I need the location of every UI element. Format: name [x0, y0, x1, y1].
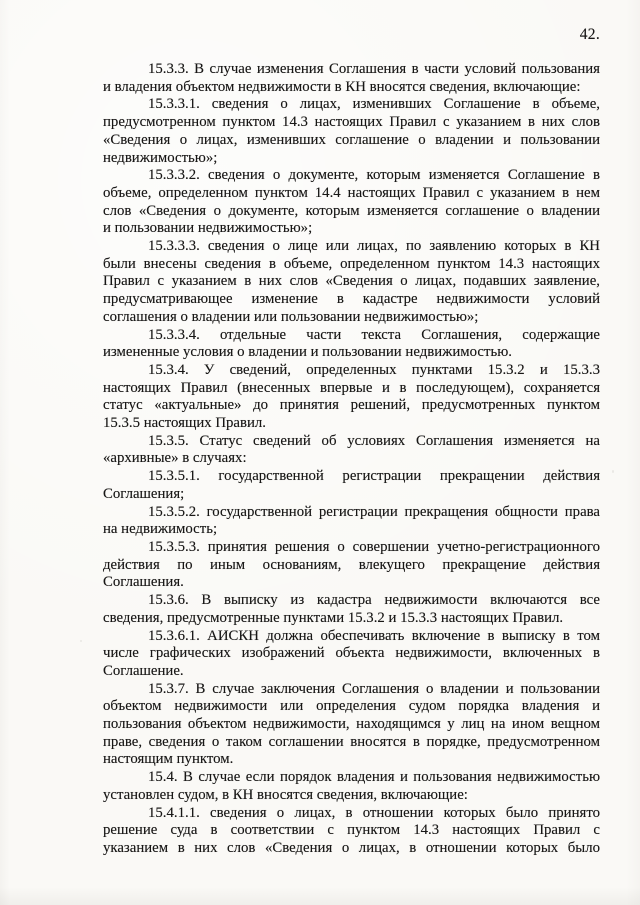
text-line: статус «актуальные» до принятия решений, предусмотренных пунктом	[103, 397, 600, 414]
paragraph	[103, 327, 600, 362]
text-line: и владения объектом недвижимости в КН вносятся сведения, включающие:	[103, 78, 581, 95]
paragraph	[103, 362, 600, 433]
paragraph	[103, 539, 600, 592]
text-line: соглашения о владении или пользовании недвижимостью»;	[103, 308, 479, 325]
document-body	[103, 61, 600, 858]
page-number: 42.	[579, 26, 600, 43]
text-line: 15.4. В случае если порядок владения и пользования недвижимостью	[148, 769, 600, 786]
paragraph	[103, 238, 600, 327]
paragraph	[103, 167, 600, 238]
text-line: праве, сведения о таком соглашении вносятся в порядке, предусмотренном	[103, 733, 600, 750]
text-line: объектом недвижимости или определения судом порядка владения и	[103, 698, 600, 715]
text-line: «Сведения о лицах, изменивших соглашение о владении и пользовании	[103, 131, 600, 148]
paragraph	[103, 433, 600, 468]
scan-speckle	[80, 640, 82, 642]
text-line: слов «Сведения о документе, которым изменяется соглашение о владении	[103, 202, 600, 219]
paragraph	[103, 681, 600, 770]
text-line: объеме, определенном пунктом 14.4 настоящих Правил с указанием в нем	[103, 184, 600, 201]
text-line: 15.3.6.1. АИСКН должна обеспечивать включение в выписку в том	[148, 627, 600, 644]
text-line: 15.3.4. У сведений, определенных пунктами 15.3.2 и 15.3.3	[148, 361, 600, 378]
text-line: установлен судом, в КН вносятся сведения, включающие:	[103, 786, 468, 803]
text-line: измененные условия о владении и пользовании недвижимостью.	[103, 344, 512, 361]
text-line: предусмотренном пунктом 14.3 настоящих Правил с указанием в них слов	[103, 114, 600, 131]
text-line: Соглашения;	[103, 485, 185, 502]
text-line: на недвижимость;	[103, 521, 218, 538]
paragraph	[103, 805, 600, 858]
text-line: настоящим пунктом.	[103, 751, 234, 768]
text-line: недвижимостью»;	[103, 149, 218, 166]
paragraph	[103, 96, 600, 167]
text-line: сведения, предусмотренные пунктами 15.3.2 и 15.3.3 настоящих Правил.	[103, 609, 564, 626]
text-line: 15.3.3.2. сведения о документе, которым изменяется Соглашение в	[148, 167, 600, 184]
paragraph	[103, 628, 600, 681]
text-line: Правил с указанием в них слов «Сведения о лицах, подавших заявление,	[103, 273, 600, 290]
text-line: 15.3.3. В случае изменения Соглашения в части условий пользования	[148, 61, 600, 77]
text-line: 15.4.1.1. сведения о лицах, в отношении которых было принято	[148, 804, 600, 821]
text-line: «архивные» в случаях:	[103, 450, 247, 467]
text-line: 15.3.5 настоящих Правил.	[103, 415, 266, 432]
text-line: 15.3.5. Статус сведений об условиях Соглашения изменяется на	[148, 432, 600, 449]
paragraph	[103, 592, 600, 627]
text-line: и пользовании недвижимостью»;	[103, 220, 313, 237]
text-line: числе графических изображений объекта недвижимости, включенных в	[103, 645, 600, 662]
paragraph	[103, 468, 600, 503]
text-line: решение суда в соответствии с пунктом 14.3 настоящих Правил с	[103, 822, 600, 839]
text-line: 15.3.5.1. государственной регистрации прекращении действия	[148, 468, 600, 485]
text-line: указанием в них слов «Сведения о лицах, в отношении которых было	[103, 839, 600, 856]
text-line: пользования объектом недвижимости, находящимся у лиц на ином вещном	[103, 716, 600, 733]
scan-speckle	[612, 470, 614, 473]
text-line: были внесены сведения в объеме, определенном пунктом 14.3 настоящих	[103, 255, 600, 272]
text-line: Соглашение.	[103, 662, 184, 679]
text-line: Соглашения.	[103, 574, 184, 591]
text-line: 15.3.5.2. государственной регистрации прекращения общности права	[148, 503, 600, 520]
text-line: 15.3.3.4. отдельные части текста Соглашения, содержащие	[148, 326, 600, 343]
text-line: действия по иным основаниям, влекущего прекращение действия	[103, 556, 600, 573]
paragraph	[103, 504, 600, 539]
text-line: 15.3.6. В выписку из кадастра недвижимости включаются все	[148, 592, 600, 609]
text-line: настоящих Правил (внесенных впервые и в последующем), сохраняется	[103, 379, 600, 396]
text-line: 15.3.7. В случае заключения Соглашения о владении и пользовании	[148, 680, 600, 697]
text-line: 15.3.3.1. сведения о лицах, изменивших Соглашение в объеме,	[148, 96, 600, 113]
text-line: 15.3.3.3. сведения о лице или лицах, по заявлению которых в КН	[148, 238, 600, 255]
text-line: предусматривающее изменение в кадастре недвижимости условий	[103, 291, 600, 308]
paragraph	[103, 769, 600, 804]
paragraph	[103, 61, 600, 96]
text-line: 15.3.5.3. принятия решения о совершении учетно-регистрационного	[148, 538, 600, 555]
